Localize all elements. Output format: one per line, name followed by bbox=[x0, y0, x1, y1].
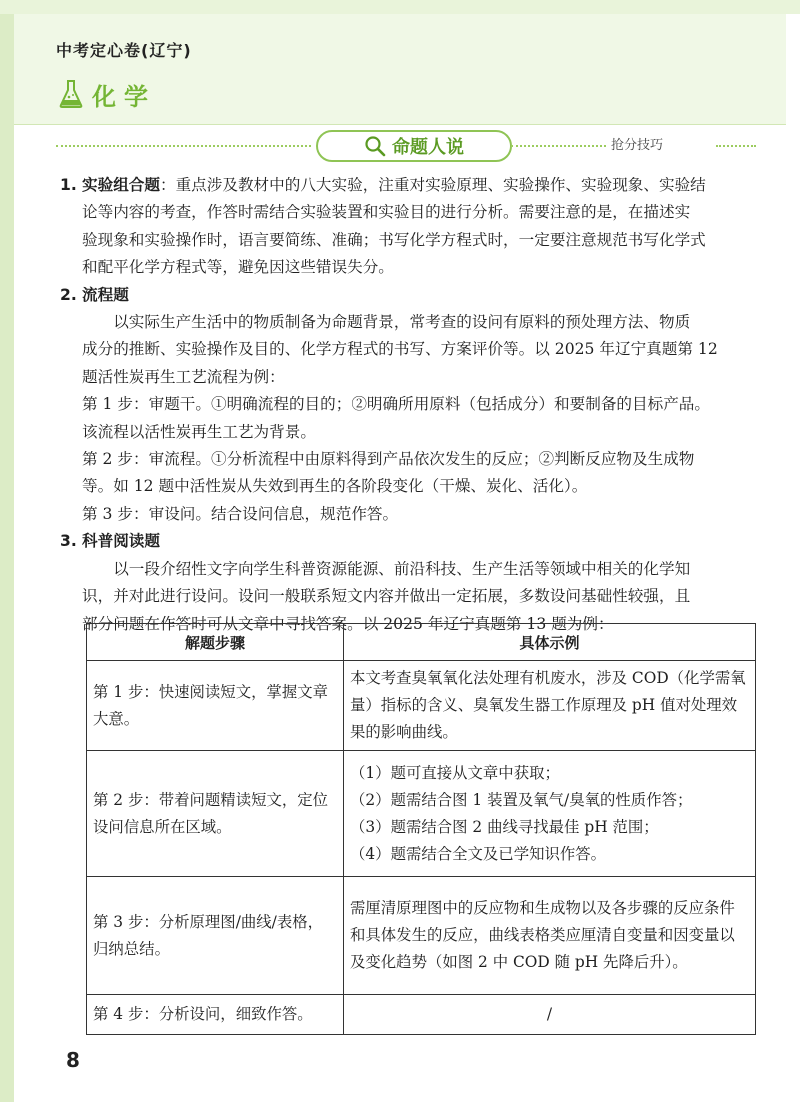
item-1-line-3: 和配平化学方程式等，避免因这些错误失分。 bbox=[82, 258, 394, 277]
item-1-line-1: 论等内容的考查，作答时需结合实验装置和实验目的进行分析。需要注意的是，在描述实 bbox=[82, 203, 691, 222]
subject-label: 化学 bbox=[92, 82, 156, 111]
table-row bbox=[87, 995, 756, 1035]
item-2-line-6: 等。如 12 题中活性炭从失效到再生的各阶段变化（干燥、炭化、活化）。 bbox=[82, 477, 588, 496]
item-3-line-2: 部分问题在作答时可从文章中寻找答案。以 2025 年辽宁真题第 13 题为例： bbox=[82, 614, 614, 633]
example-cell: / bbox=[344, 995, 756, 1035]
item-number: 2. bbox=[60, 285, 77, 304]
item-text: ：重点涉及教材中的八大实验，注重对实验原理、实验操作、实验现象、实验结 bbox=[159, 176, 706, 194]
page-number: 8 bbox=[66, 1048, 80, 1072]
step-cell: 第 3 步：分析原理图/曲线/表格，归纳总结。 bbox=[87, 877, 344, 995]
table-row bbox=[87, 877, 756, 995]
table-row bbox=[87, 751, 756, 877]
item-title: 科普阅读题 bbox=[82, 532, 160, 551]
item-2-line-1: 成分的推断、实验操作及目的、化学方程式的书写、方案评价等。以 2025 年辽宁真题第 12 bbox=[82, 340, 718, 359]
item-3-line-0: 以一段介绍性文字向学生科普资源能源、前沿科技、生产生活等领域中相关的化学知 bbox=[113, 559, 691, 578]
item-3-heading bbox=[60, 528, 760, 555]
magnifier-icon bbox=[364, 135, 386, 157]
example-cell: 本文考查臭氧氧化法处理有机废水，涉及 COD（化学需氧量）指标的含义、臭氧发生器工作原理及 pH 值对处理效果的影响曲线。 bbox=[344, 661, 756, 751]
column-header: 解题步骤 bbox=[87, 624, 344, 661]
item-2-line-7: 第 3 步：审设问。结合设问信息，规范作答。 bbox=[82, 504, 399, 523]
item-title: 流程题 bbox=[82, 285, 129, 304]
table-row bbox=[87, 661, 756, 751]
section-title: 命题人说 bbox=[392, 137, 464, 158]
item-2-line-4: 该流程以活性炭再生工艺为背景。 bbox=[82, 422, 316, 441]
steps-table bbox=[86, 623, 756, 1035]
dotted-rule-left bbox=[56, 145, 311, 147]
table-header-row bbox=[87, 624, 756, 661]
example-line: （1）题可直接从文章中获取； bbox=[350, 763, 560, 782]
item-2-line-2: 题活性炭再生工艺流程为例： bbox=[82, 367, 285, 386]
dotted-rule-right bbox=[716, 145, 756, 147]
step-cell: 第 2 步：带着问题精读短文，定位设问信息所在区域。 bbox=[87, 751, 344, 877]
item-2-heading bbox=[60, 282, 760, 309]
section-title-pill bbox=[316, 130, 512, 162]
book-title: 中考定心卷(辽宁) bbox=[56, 41, 192, 60]
example-line: （2）题需结合图 1 装置及氧气/臭氧的性质作答； bbox=[350, 790, 693, 809]
dotted-rule-middle bbox=[511, 145, 606, 147]
left-color-strip bbox=[0, 0, 14, 1102]
example-cell bbox=[344, 751, 756, 877]
flask-icon bbox=[58, 79, 84, 109]
example-line: （4）题需结合全文及已学知识作答。 bbox=[350, 844, 607, 863]
item-2-line-5: 第 2 步：审流程。①分析流程中由原料得到产品依次发生的反应；②判断反应物及生成物 bbox=[82, 450, 695, 469]
example-cell: 需厘清原理图中的反应物和生成物以及各步骤的反应条件和具体发生的反应，曲线表格类应厘清自变量和因变量以及变化趋势（如图 2 中 COD 随 pH 先降后升）。 bbox=[344, 877, 756, 995]
item-2-line-3: 第 1 步：审题干。①明确流程的目的；②明确所用原料（包括成分）和要制备的目标产品。 bbox=[82, 395, 710, 414]
column-header: 具体示例 bbox=[344, 624, 756, 661]
item-1-line-0 bbox=[60, 172, 760, 199]
item-2-line-0: 以实际生产生活中的物质制备为命题背景，常考查的设问有原料的预处理方法、物质 bbox=[113, 313, 691, 332]
tip-label: 抢分技巧 bbox=[611, 138, 664, 153]
item-3-line-1: 识，并对此进行设问。设问一般联系短文内容并做出一定拓展，多数设问基础性较强，且 bbox=[82, 587, 691, 606]
item-title: 实验组合题 bbox=[82, 176, 160, 194]
example-line: （3）题需结合图 2 曲线寻找最佳 pH 范围； bbox=[350, 817, 659, 836]
content-body bbox=[60, 172, 760, 638]
item-number: 3. bbox=[60, 532, 77, 551]
top-color-strip bbox=[0, 0, 800, 14]
step-cell: 第 1 步：快速阅读短文，掌握文章大意。 bbox=[87, 661, 344, 751]
section-title-bar bbox=[56, 130, 756, 160]
subject-heading bbox=[58, 76, 156, 112]
item-number: 1. bbox=[60, 176, 77, 194]
step-cell: 第 4 步：分析设问，细致作答。 bbox=[87, 995, 344, 1035]
item-1-line-2: 验现象和实验操作时，语言要简练、准确；书写化学方程式时，一定要注意规范书写化学式 bbox=[82, 230, 706, 249]
